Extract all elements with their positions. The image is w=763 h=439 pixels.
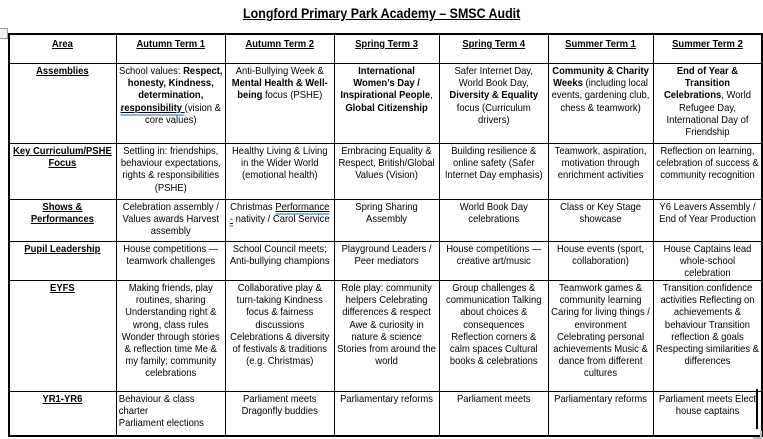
column-header-label: Spring Term 4 — [462, 38, 525, 50]
table-row — [9, 64, 762, 144]
table-cell — [116, 281, 225, 392]
table-cell — [439, 392, 548, 436]
cell-text-segment: nativity / Carol Service — [232, 213, 330, 226]
table-cell — [653, 281, 762, 392]
table-cell — [225, 200, 334, 242]
table-body — [9, 64, 762, 436]
column-header — [334, 34, 439, 64]
cell-text-segment: Settling in: friendships, behaviour expectations, rights & responsibilities (PSHE) — [120, 145, 221, 194]
table-cell — [225, 392, 334, 436]
column-header — [9, 34, 116, 64]
table-cell — [439, 242, 548, 281]
cell-text-segment: Respect, honesty, Kindness, determination, — [127, 65, 223, 102]
table-header — [9, 34, 762, 64]
cell-text-segment: Safer Internet Day, World Book Day, — [454, 65, 533, 90]
cell-text-segment: focus (Curriculum drivers) — [456, 101, 531, 126]
cell-text-segment: Parliament meets Elect house captains — [658, 393, 756, 418]
table-cell — [116, 144, 225, 200]
cell-text-segment: , World Refugee Day, International Day of Friendship — [666, 89, 751, 139]
cell-text-segment: Anti-Bullying Week & — [235, 65, 324, 77]
cell-text-segment: (vision & core values) — [144, 101, 221, 126]
cell-text-segment: focus (PSHE) — [262, 89, 323, 102]
table-cell — [334, 144, 439, 200]
cell-text-segment: responsibility — [120, 101, 185, 114]
cell-text-segment: Reflection on learning, celebration of success & community recognition — [656, 145, 759, 182]
row-area-label: Shows & Performances — [31, 201, 95, 226]
table-cell — [653, 200, 762, 242]
cell-text-segment: (including local events, gardening club, chess & teamwork) — [551, 77, 650, 114]
row-header-cell — [9, 392, 116, 436]
cell-text-segment: Mental Health & Well-being — [231, 77, 328, 102]
column-header-label: Autumn Term 1 — [136, 38, 205, 50]
cell-text-segment: Parliament meets Dragonfly buddies — [241, 393, 318, 418]
table-cell — [116, 242, 225, 281]
table-cell — [334, 64, 439, 144]
cell-text-segment: Behaviour & class charter Parliament elections — [118, 393, 204, 430]
cell-text-segment: Celebration assembly / Values awards Harvest assembly — [122, 201, 219, 238]
column-header — [225, 34, 334, 64]
text-cursor — [756, 389, 758, 429]
cell-text-segment: Performance - — [229, 201, 330, 226]
smsc-audit-table — [8, 33, 763, 437]
table-cell — [116, 392, 225, 436]
cell-text-segment: Teamwork, aspiration, motivation through enrichment activities — [554, 145, 647, 182]
table-cell — [653, 392, 762, 436]
cell-text-segment: Healthy Living & Living in the Wider World (emotional health) — [231, 145, 328, 182]
column-header-label: Autumn Term 2 — [245, 38, 314, 50]
table-cell — [548, 392, 653, 436]
cell-text-segment: Parliamentary reforms — [554, 393, 647, 405]
table-row — [9, 242, 762, 281]
table-cell — [548, 200, 653, 242]
row-area-label: EYFS — [50, 282, 76, 294]
cell-text-segment: House Captains lead whole-school celebration — [663, 243, 752, 280]
row-header-cell — [9, 242, 116, 281]
cell-text-segment: Class or Key Stage showcase — [560, 201, 641, 226]
table-move-handle-icon[interactable] — [0, 28, 8, 39]
table-cell — [439, 281, 548, 392]
table-cell — [653, 64, 762, 144]
column-header-label: Summer Term 2 — [671, 38, 743, 50]
column-header-label: Spring Term 3 — [355, 38, 418, 50]
cell-text-segment: Building resilience & online safety (Safer Internet Day emphasis) — [444, 145, 543, 182]
cell-text-segment: House competitions — creative art/music — [445, 243, 542, 268]
cell-text-segment: Diversity & Equality — [449, 89, 538, 102]
table-cell — [439, 64, 548, 144]
table-cell — [548, 242, 653, 281]
cell-text-segment: Spring Sharing Assembly — [355, 201, 418, 226]
row-header-cell — [9, 144, 116, 200]
table-cell — [116, 200, 225, 242]
column-header-label: Area — [52, 38, 74, 50]
table-row — [9, 200, 762, 242]
header-row — [9, 34, 762, 64]
table-cell — [439, 200, 548, 242]
table-cell — [334, 200, 439, 242]
row-area-label: Assemblies — [36, 65, 90, 77]
row-area-label: YR1-YR6 — [42, 393, 83, 405]
cell-text-segment: House competitions — teamwork challenges — [122, 243, 219, 268]
table-cell — [225, 281, 334, 392]
cell-text-segment: Transition confidence activities Reflecting on achievements & behaviour Transition reflection & goals Respecting similarities & differences — [655, 282, 759, 368]
table-cell — [225, 242, 334, 281]
cell-text-segment: Role play: community helpers Celebrating differences & respect Awe & curiosity in nature & science Stories from around the world — [337, 282, 436, 368]
cell-text-segment: End of Year & Transition Celebrations — [663, 65, 738, 102]
cell-text-segment: Making friends, play routines, sharing Understanding right & wrong, class rules Wonder through stories & reflection time Me & my family; community celebrations — [121, 282, 220, 380]
cell-text-segment: Parliamentary reforms — [340, 393, 433, 405]
cell-text-segment: Collaborative play & turn-taking Kindness focus & fairness discussions Celebrations & diversity of festivals & traditions (e.g. Christmas) — [229, 282, 330, 368]
cell-text-segment: Christmas — [229, 201, 276, 213]
cell-text-segment: , — [430, 89, 433, 102]
row-header-cell — [9, 200, 116, 242]
table-cell — [225, 144, 334, 200]
cell-text-segment: School Council meets; Anti-bullying champions — [229, 243, 330, 268]
table-cell — [548, 281, 653, 392]
table-row — [9, 392, 762, 436]
table-cell — [653, 144, 762, 200]
column-header — [116, 34, 225, 64]
table-cell — [334, 392, 439, 436]
row-area-label: Key Curriculum/PSHE Focus — [13, 145, 113, 170]
table-cell — [548, 64, 653, 144]
cell-text-segment: Embracing Equality & Respect, British/Global Values (Vision) — [338, 145, 435, 182]
cell-text-segment: Global Citizenship — [345, 101, 428, 114]
cell-text-segment: School values: — [118, 65, 183, 77]
table-cell — [334, 242, 439, 281]
page-title-wrap — [0, 5, 763, 23]
row-header-cell — [9, 281, 116, 392]
column-header — [653, 34, 762, 64]
row-header-cell — [9, 64, 116, 144]
column-header — [439, 34, 548, 64]
cell-text-segment: Playground Leaders / Peer mediators — [341, 243, 432, 268]
page-title: Longford Primary Park Academy – SMSC Audit — [242, 6, 521, 21]
table-cell — [548, 144, 653, 200]
cell-text-segment: Community & Charity Weeks — [552, 65, 649, 90]
column-header — [548, 34, 653, 64]
cell-text-segment: International Women’s Day / Inspirational People — [340, 65, 431, 102]
cell-text-segment: Group challenges & communication Talking about choices & consequences Reflection corners & calm spaces Cultural books & celebrations — [445, 282, 542, 368]
cell-text-segment: House events (sport, collaboration) — [556, 243, 645, 268]
table-cell — [334, 281, 439, 392]
cell-text-segment: Y6 Leavers Assembly / End of Year Production — [658, 201, 756, 226]
table-cell — [653, 242, 762, 281]
table-row — [9, 144, 762, 200]
column-header-label: Summer Term 1 — [565, 38, 636, 50]
table-cell — [116, 64, 225, 144]
cell-text-segment: World Book Day celebrations — [459, 201, 528, 226]
table-row — [9, 281, 762, 392]
cell-text-segment: Teamwork games & community learning Caring for living things / environment Celebrating personal achievements Music & dance from different cultures — [551, 282, 650, 380]
table-cell — [439, 144, 548, 200]
row-area-label: Pupil Leadership — [24, 243, 101, 255]
table-cell — [225, 64, 334, 144]
cell-text-segment: Parliament meets — [456, 393, 531, 405]
table-resize-handle-icon[interactable] — [753, 431, 762, 439]
